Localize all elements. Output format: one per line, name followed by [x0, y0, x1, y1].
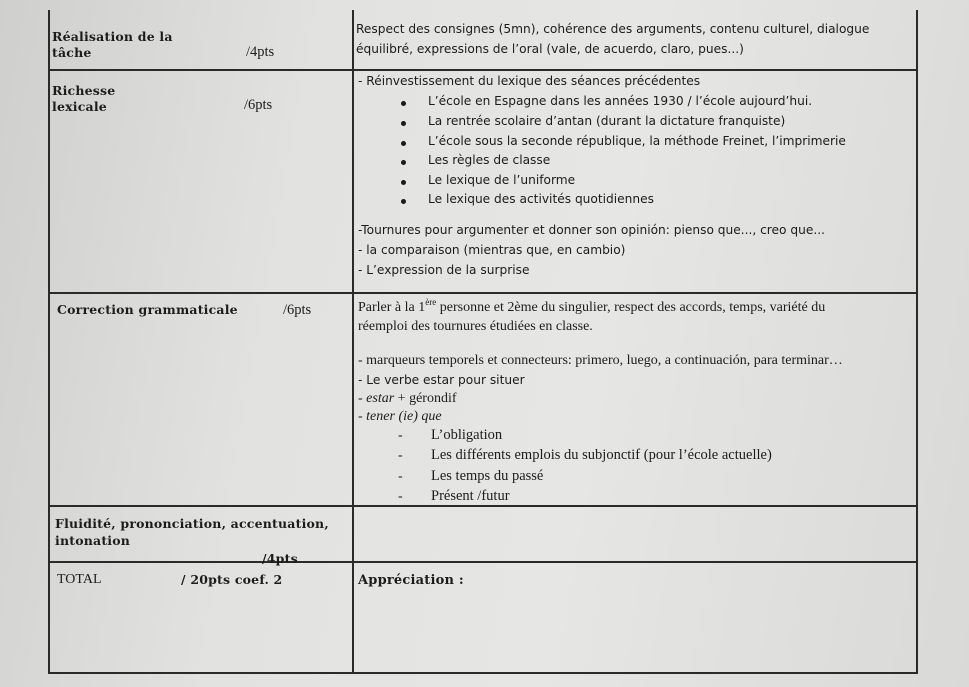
left-border: [48, 10, 50, 674]
row-divider-1: [48, 69, 918, 71]
richesse-label-line1: Richesse: [52, 83, 116, 98]
bullet-icon: [401, 160, 406, 165]
realisation-criteria-line1: Respect des consignes (5mn), cohérence des arguments, contenu culturel, dialogue: [356, 22, 870, 36]
richesse-intro: - Réinvestissement du lexique des séances précédentes: [358, 74, 701, 88]
bullet-icon: [401, 199, 406, 204]
dash-icon: -: [398, 489, 403, 504]
richesse-label-line2: lexicale: [52, 99, 107, 114]
fluidite-label-line1: Fluidité, prononciation, accentuation,: [55, 516, 329, 531]
correction-estar-situer: - Le verbe estar pour situer: [358, 373, 525, 387]
right-border: [916, 10, 918, 674]
correction-label: Correction grammaticale: [57, 302, 238, 317]
total-points: / 20pts coef. 2: [181, 572, 283, 587]
richesse-bullet-item: L’école sous la seconde république, la méthode Freinet, l’imprimerie: [428, 134, 846, 148]
richesse-bullet-item: La rentrée scolaire d’antan (durant la dictature franquiste): [428, 114, 786, 128]
richesse-bullet-item: Le lexique de l’uniforme: [428, 173, 576, 187]
total-label: TOTAL: [57, 572, 102, 587]
correction-estar-gerondif: - estar + gérondif: [358, 391, 457, 406]
correction-points: /6pts: [283, 302, 312, 318]
middle-divider: [352, 10, 354, 674]
correction-dash-item: Les temps du passé: [431, 468, 544, 484]
realisation-label-line2: tâche: [52, 45, 92, 60]
row-divider-3: [48, 505, 918, 507]
bullet-icon: [401, 141, 406, 146]
row-divider-2: [48, 292, 918, 294]
richesse-points: /6pts: [244, 97, 273, 113]
bullet-icon: [401, 101, 406, 106]
realisation-criteria-line2: équilibré, expressions de l’oral (vale, de acuerdo, claro, pues...): [356, 42, 744, 56]
realisation-points: /4pts: [246, 44, 275, 60]
realisation-label-line1: Réalisation de la: [52, 29, 173, 44]
bullet-icon: [401, 180, 406, 185]
correction-marqueurs: - marqueurs temporels et connecteurs: primero, luego, a continuación, para terminar…: [358, 353, 843, 368]
dash-icon: -: [398, 448, 403, 463]
correction-line1: Parler à la 1ère personne et 2ème du singulier, respect des accords, temps, variété du: [358, 297, 826, 315]
richesse-bullet-item: L’école en Espagne dans les années 1930 / l’école aujourd’hui.: [428, 94, 813, 108]
correction-line2: réemploi des tournures étudiées en classe.: [358, 319, 593, 334]
richesse-surprise: - L’expression de la surprise: [358, 263, 530, 277]
fluidite-label-line2: intonation: [55, 533, 131, 548]
dash-icon: -: [398, 469, 403, 484]
richesse-bullet-item: Le lexique des activités quotidiennes: [428, 192, 654, 206]
richesse-comparaison: - la comparaison (mientras que, en cambio): [358, 243, 626, 257]
correction-dash-item: Les différents emplois du subjonctif (pour l’école actuelle): [431, 447, 772, 463]
correction-dash-item: Présent /futur: [431, 488, 510, 504]
fluidite-points: /4pts: [262, 551, 298, 566]
appreciation-label: Appréciation :: [358, 573, 464, 588]
table-bottom-border: [48, 672, 918, 674]
correction-dash-item: L’obligation: [431, 427, 503, 443]
richesse-bullet-item: Les règles de classe: [428, 153, 551, 167]
bullet-icon: [401, 121, 406, 126]
row-divider-4: [48, 561, 918, 563]
dash-icon: -: [398, 428, 403, 443]
correction-tener-que: - tener (ie) que: [358, 409, 442, 424]
richesse-argumenter: -Tournures pour argumenter et donner son opinión: pienso que..., creo que...: [358, 223, 825, 237]
